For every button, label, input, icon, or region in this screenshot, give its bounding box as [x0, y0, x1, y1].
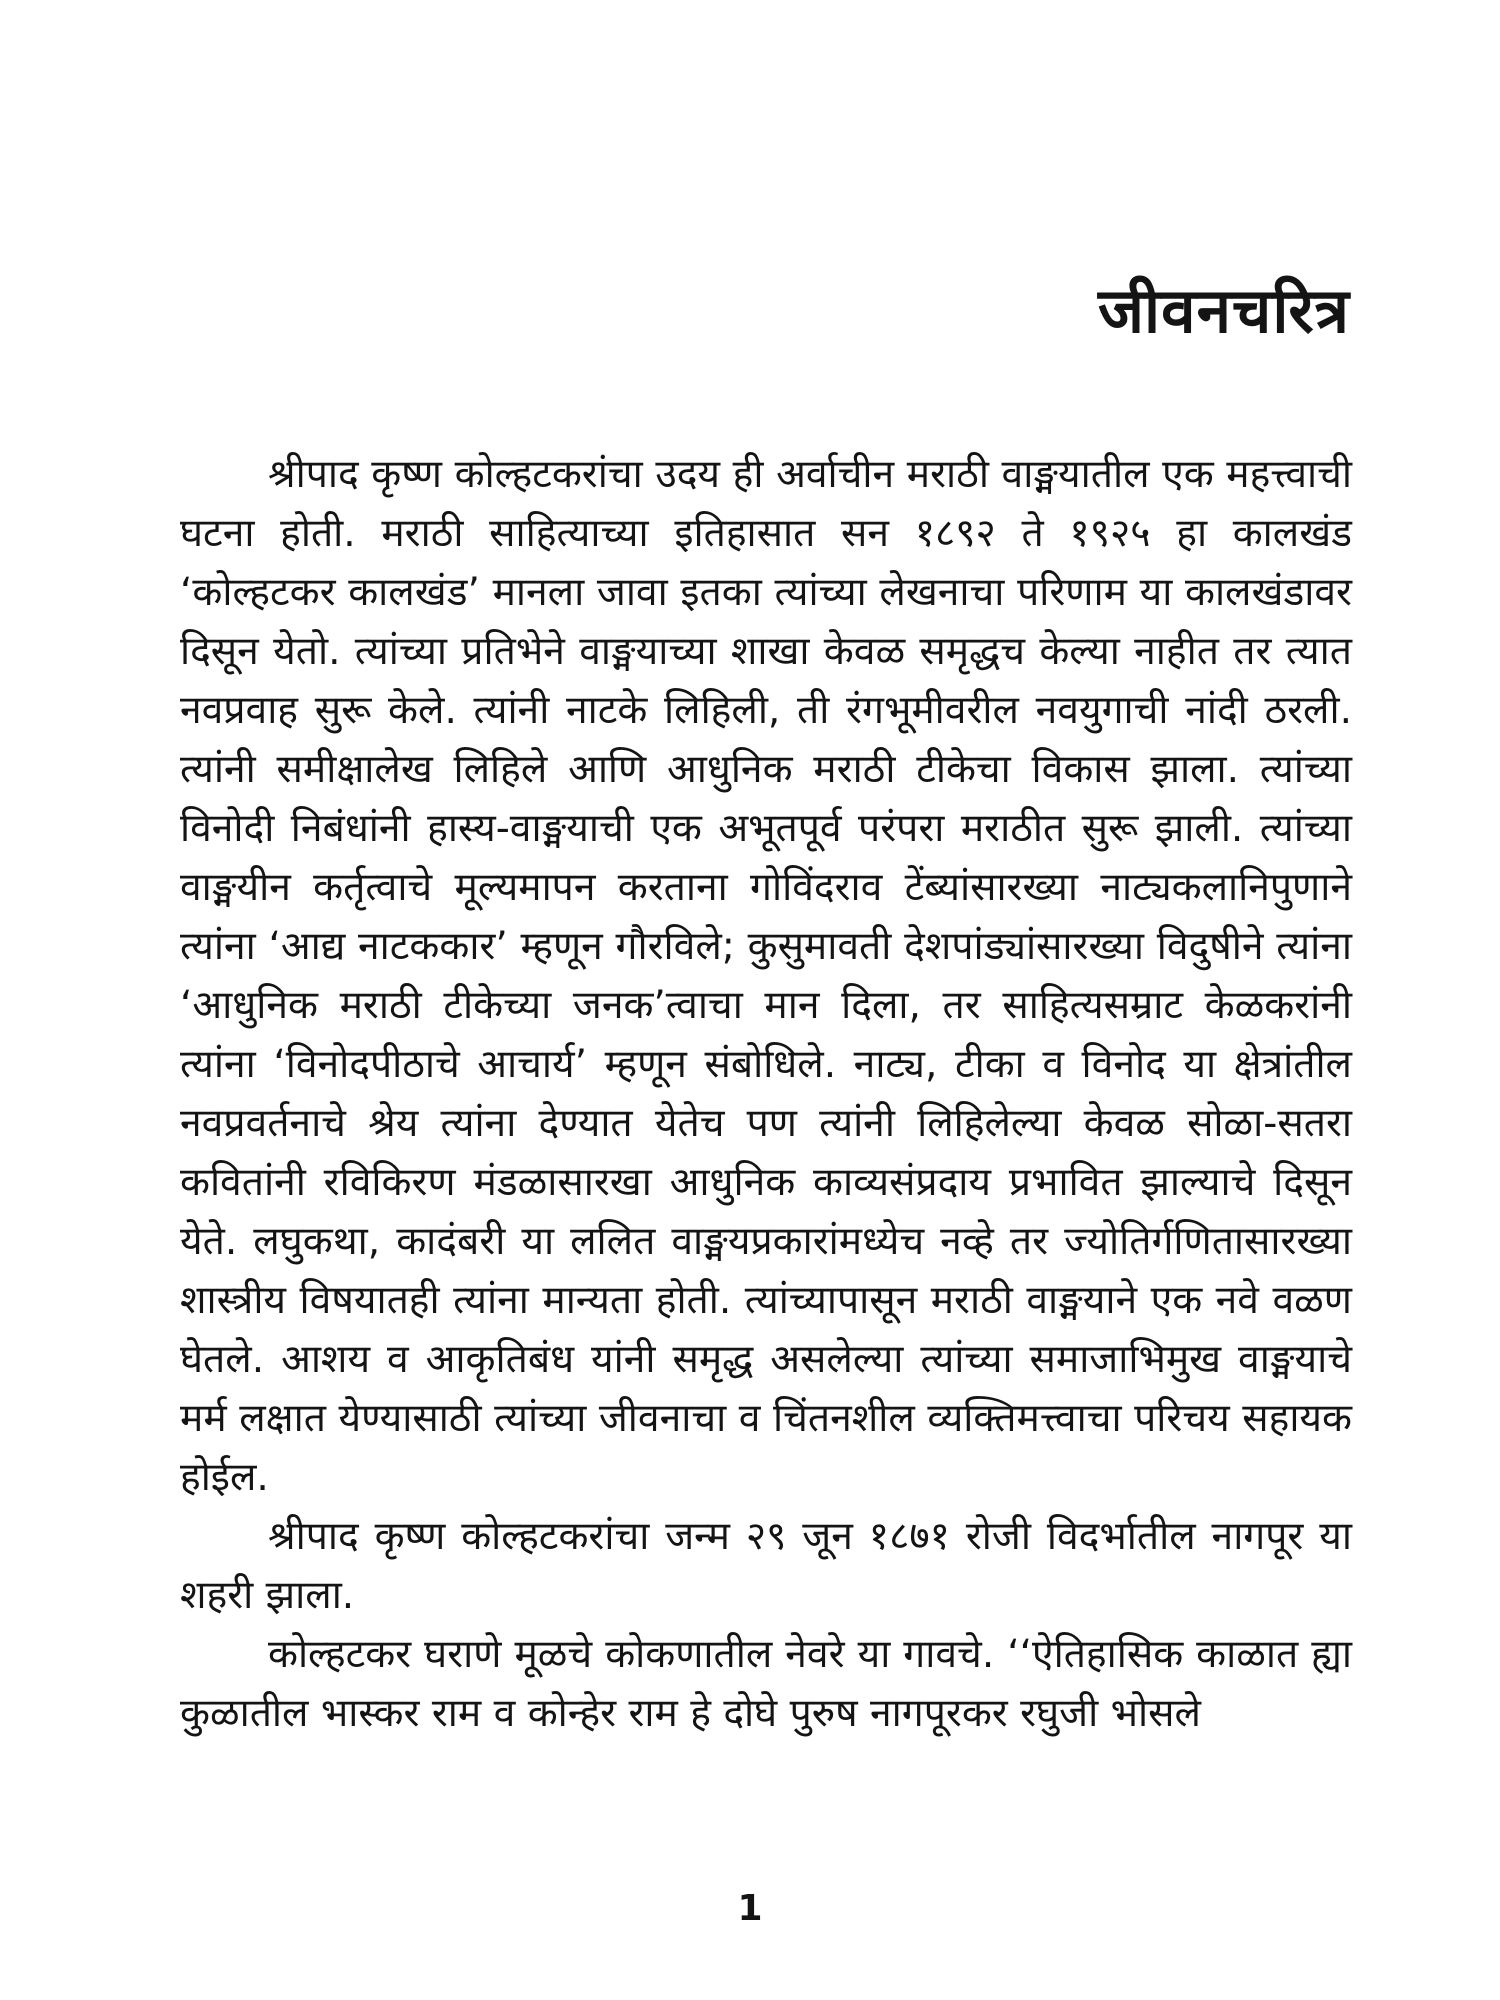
paragraph-intro: श्रीपाद कृष्ण कोल्हटकरांचा उदय ही अर्वाचीन मराठी वाङ्मयातील एक महत्त्वाची घटना होती. मराठी साहित्याच्या इतिहासात सन १८९२ ते १९२५ हा कालखंड ‘कोल्हटकर कालखंड’ मानला जावा इतका त्यांच्या लेखनाचा परिणाम या कालखंडावर दिसून येतो. त्यांच्या प्रतिभेने वाङ्मयाच्या शाखा केवळ समृद्धच केल्या नाहीत तर त्यात नवप्रवाह सुरू केले. त्यांनी नाटके लिहिली, ती रंगभूमीवरील नवयुगाची नांदी ठरली. त्यांनी समीक्षालेख लिहिले आणि आधुनिक मराठी टीकेचा विकास झाला. त्यांच्या विनोदी निबंधांनी हास्य-वाङ्मयाची एक अभूतपूर्व परंपरा मराठीत सुरू झाली. त्यांच्या वाङ्मयीन कर्तृत्वाचे मूल्यमापन करताना गोविंदराव टेंब्यांसारख्या नाट्यकलानिपुणाने त्यांना ‘आद्य नाटककार’ म्हणून गौरविले; कुसुमावती देशपांड्यांसारख्या विदुषीने त्यांना ‘आधुनिक मराठी टीकेच्या जनक’त्वाचा मान दिला, तर साहित्यसम्राट केळकरांनी त्यांना ‘विनोदपीठाचे आचार्य’ म्हणून संबोधिले. नाट्य, टीका व विनोद या क्षेत्रांतील नवप्रवर्तनाचे श्रेय त्यांना देण्यात येतेच पण त्यांनी लिहिलेल्या केवळ सोळा-सतरा कवितांनी रविकिरण मंडळासारखा आधुनिक काव्यसंप्रदाय प्रभावित झाल्याचे दिसून येते. लघुकथा, कादंबरी या ललित वाङ्मयप्रकारांमध्येच नव्हे तर ज्योतिर्गणितासारख्या शास्त्रीय विषयातही त्यांना मान्यता होती. त्यांच्यापासून मराठी वाङ्मयाने एक नवे वळण घेतले. आशय व आकृतिबंध यांनी समृद्ध असलेल्या त्यांच्या समाजाभिमुख वाङ्मयाचे मर्म लक्षात येण्यासाठी त्यांच्या जीवनाचा व चिंतनशील व्यक्तिमत्त्वाचा परिचय सहायक होईल. [180, 452, 1352, 1500]
paragraph-birth: श्रीपाद कृष्ण कोल्हटकरांचा जन्म २९ जून १८७१ रोजी विदर्भातील नागपूर या शहरी झाला. [180, 1514, 1352, 1618]
body-text [180, 445, 1352, 1743]
page-number: 1 [737, 1888, 763, 1929]
chapter-title: जीवनचरित्र [1098, 273, 1350, 347]
paragraph-family: कोल्हटकर घराणे मूळचे कोकणातील नेवरे या गावचे. ‘‘ऐतिहासिक काळात ह्या कुळातील भास्कर राम व कोन्हेर राम हे दोघे पुरुष नागपूरकर रघुजी भोसले [180, 1632, 1352, 1736]
